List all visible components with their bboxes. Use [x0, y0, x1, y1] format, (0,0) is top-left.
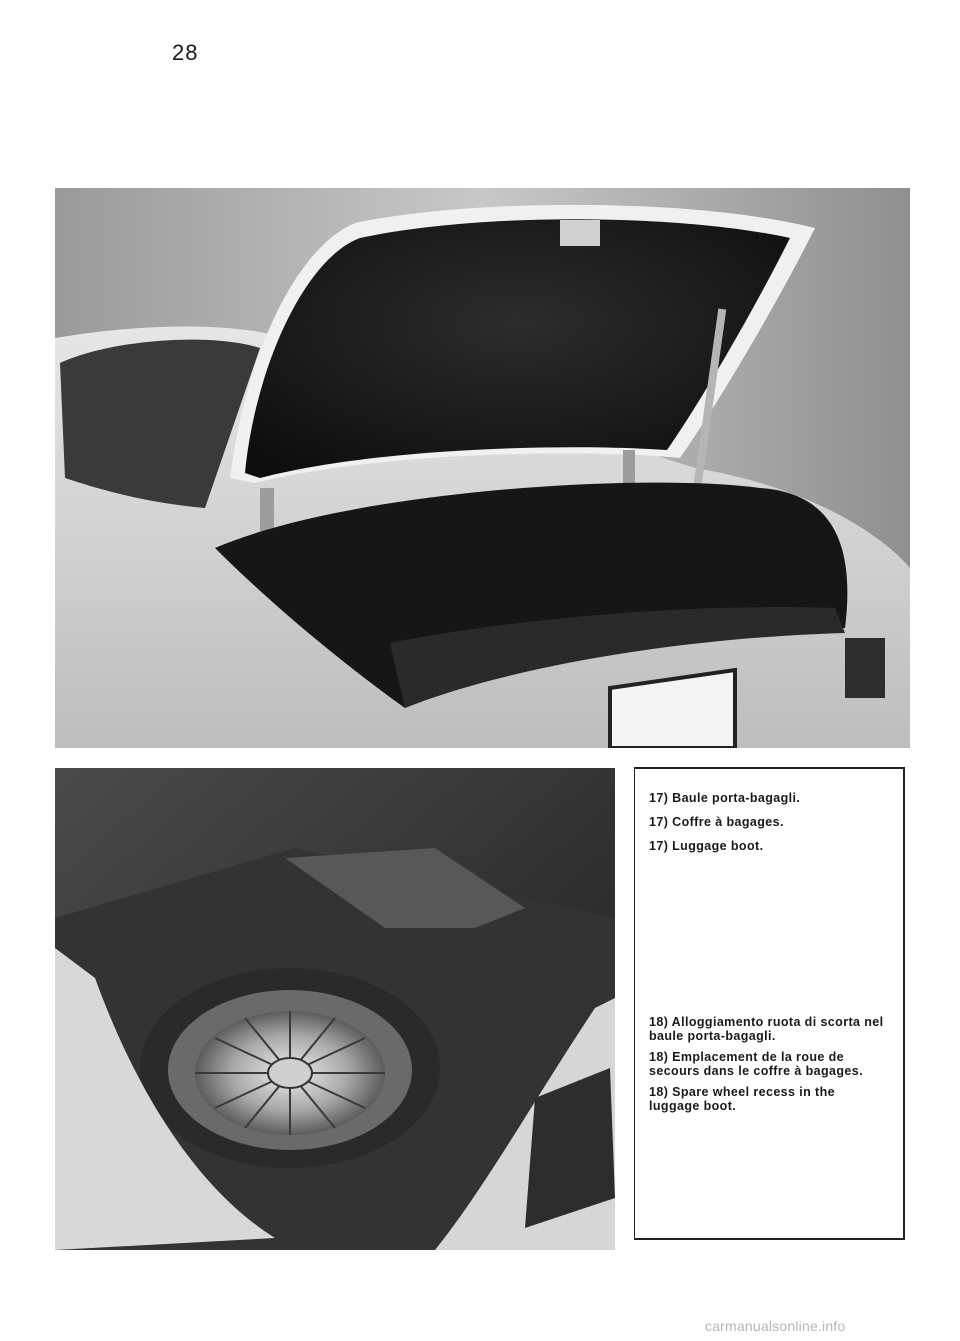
caption-box	[634, 767, 905, 1240]
caption-spare-wheel-en: 18) Spare wheel recess in the luggage boot.	[649, 1085, 835, 1113]
caption-boot-en: 17) Luggage boot.	[649, 839, 764, 853]
caption-boot-it: 17) Baule porta-bagagli.	[649, 791, 801, 805]
watermark: carmanualsonline.info	[705, 1318, 846, 1334]
caption-spare-wheel-it: 18) Alloggiamento ruota di scorta nel baule porta-bagagli.	[649, 1015, 884, 1043]
luggage-boot-photo	[55, 188, 910, 748]
luggage-boot-illustration	[55, 188, 910, 748]
caption-boot-fr: 17) Coffre à bagages.	[649, 815, 784, 829]
page-number: 28	[172, 40, 199, 65]
spare-wheel-illustration	[55, 768, 615, 1250]
spare-wheel-photo	[55, 768, 615, 1250]
caption-spare-wheel-fr: 18) Emplacement de la roue de secours dans le coffre à bagages.	[649, 1050, 863, 1078]
caption-group-boot	[649, 791, 889, 863]
caption-group-spare-wheel	[649, 1015, 889, 1120]
